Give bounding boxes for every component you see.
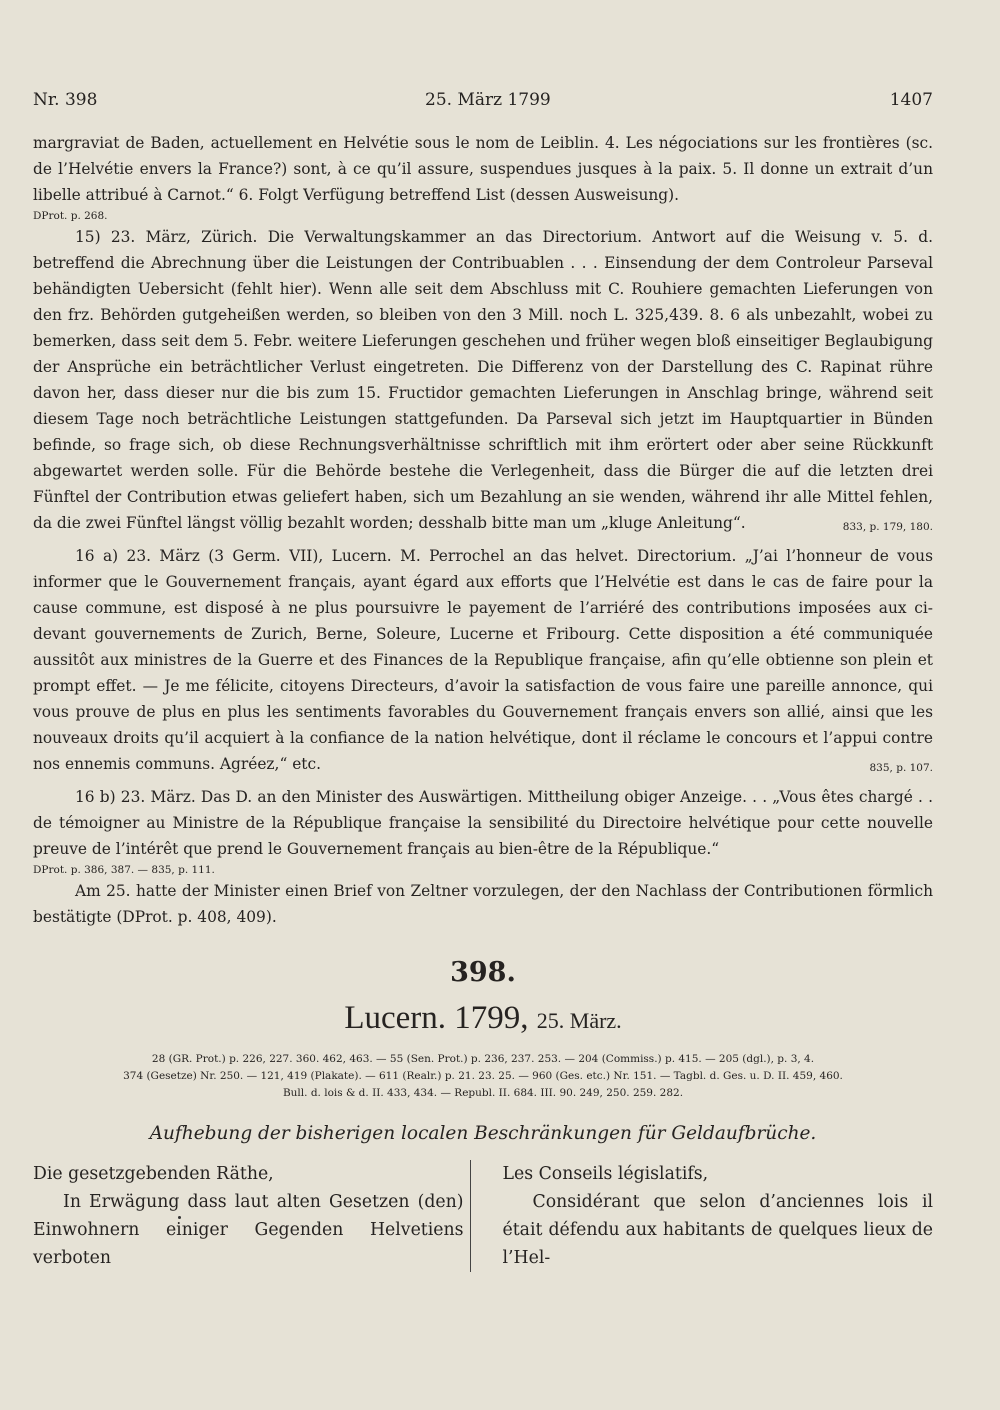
- archive-references: [33, 1051, 933, 1102]
- page-header: [33, 90, 933, 114]
- reference-line: 374 (Gesetze) Nr. 250. — 121, 419 (Plakate). — 611 (Realr.) p. 21. 23. 25. — 960 (Ges. etc.) Nr. 151. — Tagbl. d. Ges. u. D. II. 459, 460.: [123, 1070, 843, 1082]
- header-doc-number: Nr. 398: [33, 90, 98, 110]
- reference-line: 28 (GR. Prot.) p. 226, 227. 360. 462, 463. — 55 (Sen. Prot.) p. 236, 237. 253. — 204 (Commiss.) p. 415. — 205 (dgl.), p. 3, 4.: [151, 1053, 815, 1065]
- spacer: [33, 777, 933, 784]
- source-ref-3: 835, p. 107.: [869, 762, 933, 774]
- paragraph-5: Am 25. hatte der Minister einen Brief von Zeltner vorzulegen, der den Nachlass der Contributionen förmlich bestätigte (DProt. p. 408, 409).: [33, 882, 933, 926]
- header-date: 25. März 1799: [425, 90, 551, 110]
- german-line-2: In Erwägung dass laut alten Gesetzen (den) Einwohnern einiger Gegenden Helvetiens verboten: [33, 1192, 464, 1268]
- heading-place-year: Lucern. 1799,: [344, 1000, 529, 1036]
- german-line-1: Die gesetzgebenden Räthe,: [33, 1164, 274, 1184]
- spacer: [33, 536, 933, 543]
- french-line-1: Les Conseils législatifs,: [502, 1164, 709, 1184]
- bilingual-columns: [33, 1160, 933, 1272]
- german-column: [33, 1160, 471, 1272]
- source-ref-2: 833, p. 179, 180.: [842, 521, 933, 533]
- reference-line: Bull. d. lois & d. II. 433, 434. — Republ. II. 684. III. 90. 249, 250. 259. 282.: [282, 1087, 684, 1099]
- source-ref-1: DProt. p. 268.: [33, 210, 108, 222]
- heading-date: 25. März.: [536, 1008, 622, 1033]
- document-subtitle: Aufhebung der bisherigen localen Beschränkungen für Geldaufbrüche.: [149, 1123, 817, 1144]
- paragraph-3: [33, 543, 933, 777]
- document-heading: [33, 996, 933, 1043]
- source-ref-4: DProt. p. 386, 387. — 835, p. 111.: [33, 864, 215, 876]
- ink-speck: [178, 1216, 181, 1219]
- french-line-2: Considérant que selon d’anciennes lois il était défendu aux habitants de quelques lieux de l’Hel-: [502, 1192, 933, 1268]
- paragraph-1: margraviat de Baden, actuellement en Helvétie sous le nom de Leiblin. 4. Les négociations sur les frontières (sc. de l’Helvétie envers la France?) sont, à ce qu’il assure, suspendues jusques à la paix. 5. Il donne un extrait d’un libelle attribué à Carnot.“ 6. Folgt Verfügung betreffend List (dessen Ausweisung).: [33, 134, 933, 204]
- page-body: [33, 130, 933, 1272]
- paragraph-2: [33, 224, 933, 536]
- header-page-number: 1407: [889, 90, 933, 110]
- document-number: 398.: [450, 957, 516, 988]
- paragraph-3-text: 16 a) 23. März (3 Germ. VII), Lucern. M. Perrochel an das helvet. Directorium. „J’ai l’honneur de vous informer que le Gouvernement français, ayant égard aux efforts que l’Helvétie est dans le cas de faire pour la cause commune, est disposé à ne plus poursuivre le payement de l’arriéré des contributions imposées aux ci-devant gouvernements de Zurich, Berne, Soleure, Lucerne et Fribourg. Cette disposition a été communiquée aussitôt aux ministres de la Guerre et des Finances de la Republique française, afin qu’elle obtienne son plein et prompt effet. — Je me félicite, citoyens Directeurs, d’avoir la satisfaction de vous faire une pareille annonce, qui vous prouve de plus en plus les sentiments favorables du Gouvernement français envers son allié, ainsi que les nouveaux droits qu’il acquiert à la confiance de la nation helvétique, dont il réclame le concours et l’appui contre nos ennemis communs. Agréez,“ etc.: [33, 547, 933, 773]
- french-column: [471, 1160, 934, 1272]
- paragraph-4: 16 b) 23. März. Das D. an den Minister des Auswärtigen. Mittheilung obiger Anzeige. . . „Vous êtes chargé . . de témoigner au Ministre de la République française la sensibilité du Directoire helvétique pour cette nouvelle preuve de l’intérêt que prend le Gouvernement français au bien-être de la République.“: [33, 788, 933, 858]
- paragraph-2-text: 15) 23. März, Zürich. Die Verwaltungskammer an das Directorium. Antwort auf die Weisung v. 5. d. betreffend die Abrechnung über die Leistungen der Contribuablen . . . Einsendung der dem Controleur Parseval behändigten Uebersicht (fehlt hier). Wenn alle seit dem Abschluss mit C. Rouhiere gemachten Lieferungen von den frz. Behörden gutgeheißen werden, so bleiben von den 3 Mill. noch L. 325,439. 8. 6 als unbezahlt, wobei zu bemerken, dass seit dem 5. Febr. weitere Lieferungen geschehen und früher wegen bloß einseitiger Beglaubigung der Ansprüche ein beträchtlicher Verlust eingetreten. Die Differenz von der Darstellung des C. Rapinat rühre davon her, dass dieser nur die bis zum 15. Fructidor gemachten Lieferungen in Anschlag bringe, während seit diesem Tage noch beträchtliche Leistungen stattgefunden. Da Parseval sich jetzt im Hauptquartier in Bünden befinde, so frage sich, ob diese Rechnungsverhältnisse schriftlich mit ihm erörtert oder aber seine Rückkunft abgewartet werden solle. Für die Behörde bestehe die Verlegenheit, dass die Bürger die auf die letzten drei Fünftel der Contribution etwas geliefert haben, sich um Bezahlung an sie wenden, während ihr alle Mittel fehlen, da die zwei Fünftel längst völlig bezahlt worden; desshalb bitte man um „kluge Anleitung“.: [33, 228, 933, 532]
